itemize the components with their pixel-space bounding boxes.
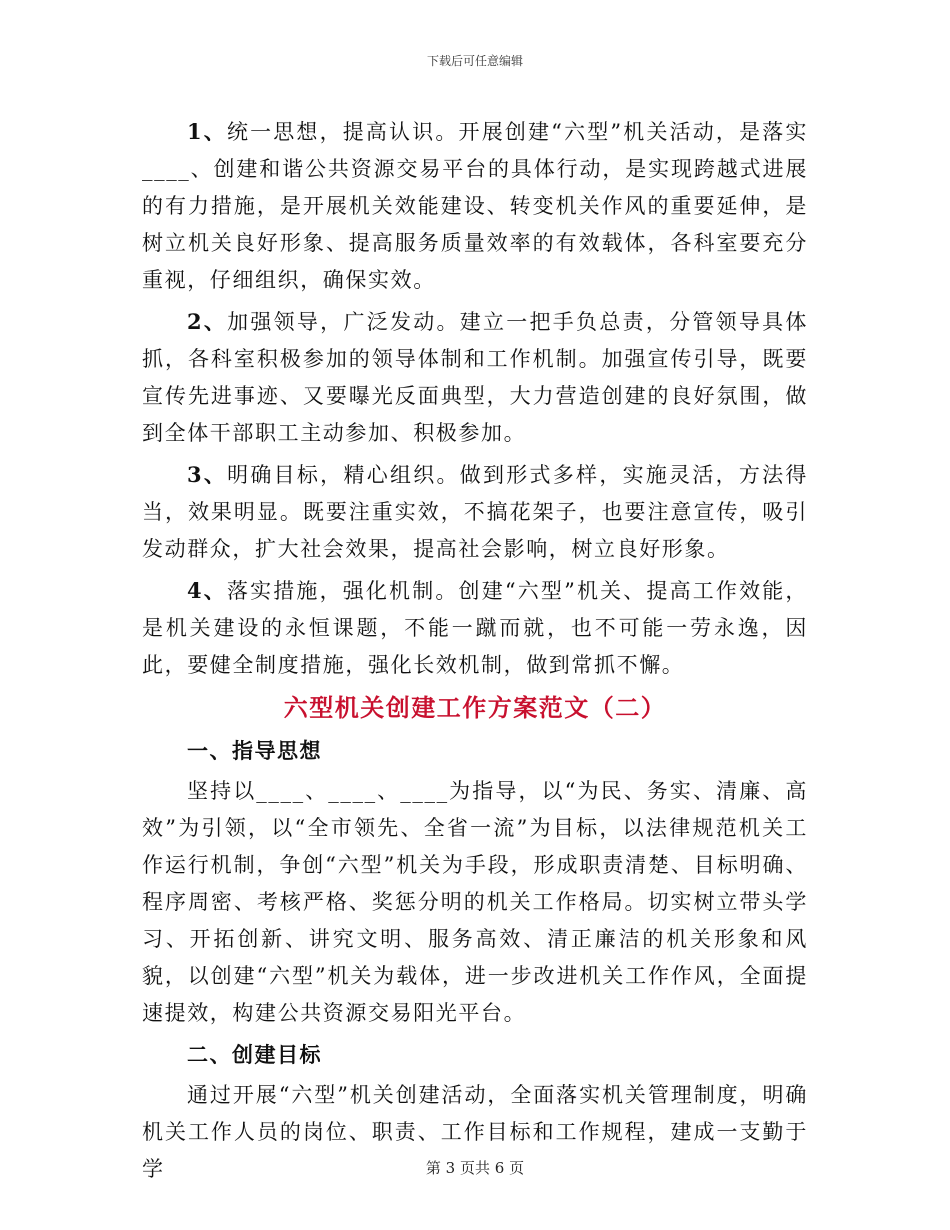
paragraph-guiding-ideology: 坚持以____、____、____为指导，以“为民、务实、清廉、高效”为引领，以“全市领先、全省一流”为目标，以法律规范机关工作运行机制，争创“六型”机关为手段，形成职责清楚、目标明确、程序周密、考核严格、奖惩分明的机关工作格局。切实树立带头学习、开拓创新、讲究文明、服务高效、清正廉洁的机关形象和风貌，以创建“六型”机关为载体，进一步改进机关工作作风，全面提速提效，构建公共资源交易阳光平台。: [142, 779, 808, 1025]
paragraph-creation-goals: 通过开展“六型”机关创建活动，全面落实机关管理制度，明确机关工作人员的岗位、职责、工作目标和工作规程，建成一支勤于学: [142, 1083, 808, 1181]
item-text: 加强领导，广泛发动。建立一把手负总责，分管领导具体抓，各科室积极参加的领导体制和工作机制。加强宣传引导，既要宣传先进事迹、又要曝光反面典型，大力营造创建的良好氛围，做到全体干部职工主动参加、积极参加。: [142, 310, 809, 445]
item-text: 明确目标，精心组织。做到形式多样，实施灵活，方法得当，效果明显。既要注重实效，不搞花架子，也要注意宣传，吸引发动群众，扩大社会效果，提高社会影响，树立良好形象。: [142, 463, 809, 561]
item-number: 4、: [187, 578, 227, 603]
item-number: 3、: [187, 462, 228, 487]
heading-creation-goals: 二、创建目标: [187, 1043, 322, 1067]
document-body: [142, 113, 808, 1192]
section-title: 六型机关创建工作方案范文（二）: [283, 693, 667, 722]
list-item-4: [142, 572, 808, 684]
page-header: 下载后可任意编辑: [426, 54, 523, 68]
list-item-2: [142, 303, 808, 452]
item-text: 统一思想，提高认识。开展创建“六型”机关活动，是落实____、创建和谐公共资源交易平台的具体行动，是实现跨越式进展的有力措施，是开展机关效能建设、转变机关作风的重要延伸，是树立机关良好形象、提高服务质量效率的有效载体，各科室要充分重视，仔细组织，确保实效。: [142, 120, 808, 292]
item-number: 2、: [187, 309, 228, 334]
heading-guiding-ideology: 一、指导思想: [187, 739, 322, 763]
page-footer: 第 3 页共 6 页: [425, 1159, 525, 1177]
list-item-1: [142, 113, 808, 299]
item-number: 1、: [187, 119, 227, 144]
item-text: 落实措施，强化机制。创建“六型”机关、提高工作效能，是机关建设的永恒课题，不能一蹴而就，也不可能一劳永逸，因此，要健全制度措施，强化长效机制，做到常抓不懈。: [142, 579, 808, 677]
list-item-3: [142, 456, 808, 568]
